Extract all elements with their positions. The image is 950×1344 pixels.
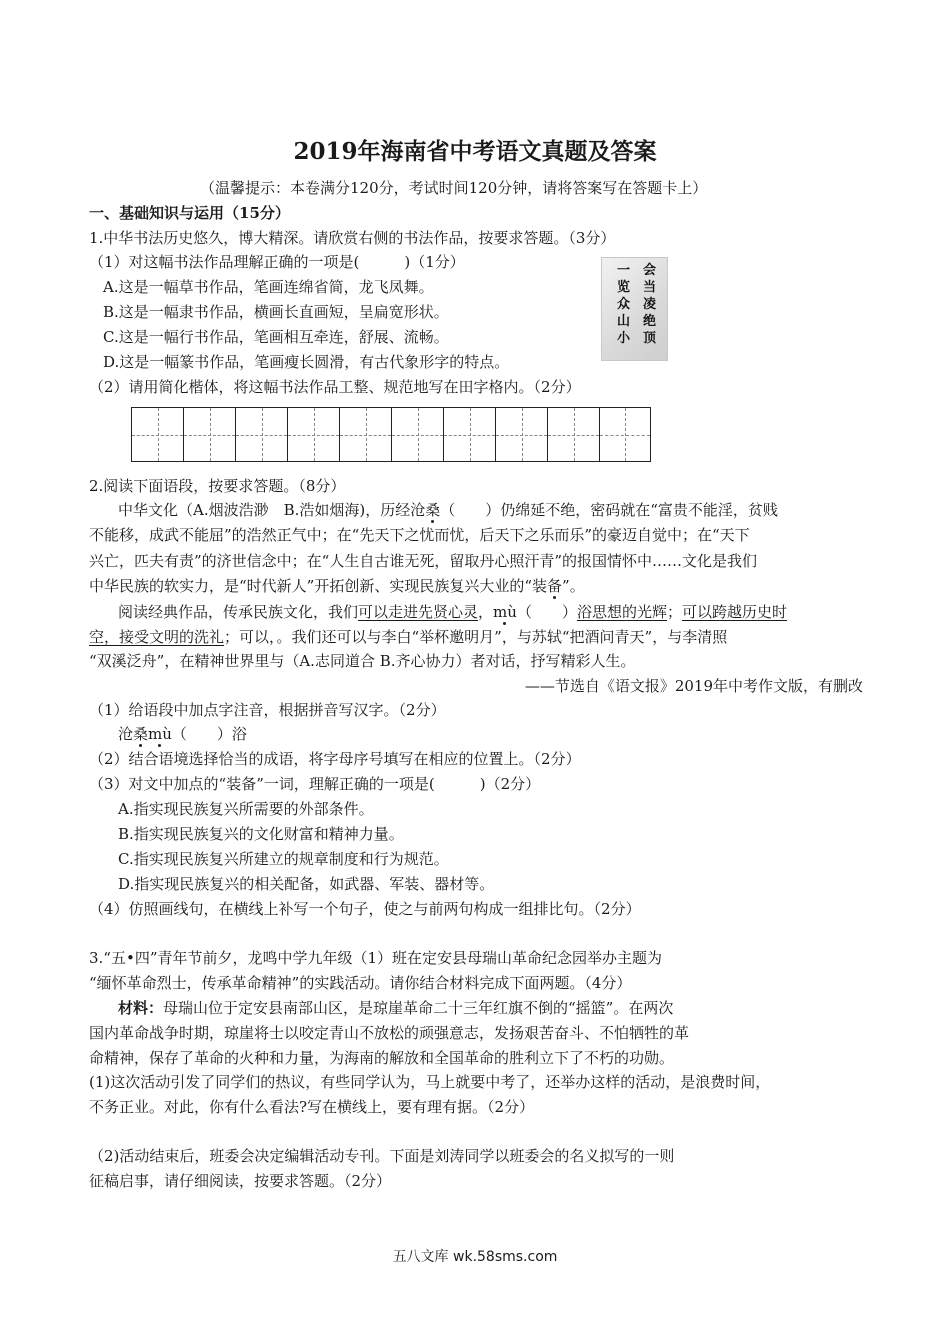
text-run: 阅读经典作品，传承民族文化，我们: [118, 603, 359, 621]
text-run: 中华文化（A.烟波浩渺 B.浩如烟海)，历经沧: [118, 501, 426, 519]
q2-paragraph2-line3: “双溪泛舟”，在精神世界里与（A.志同道合 B.齐心协力）者对话，抒写精彩人生。: [89, 652, 636, 670]
q2-paragraph1-line3: 兴亡，匹夫有责”的济世信念中；在“人生自古谁无死，留取丹心照汗青”的报国情怀中……文化是我们: [89, 552, 758, 570]
underlined-phrase: 可以跨越历史时: [681, 603, 787, 621]
dotted-char: 备: [547, 577, 563, 595]
page-title: 2019年海南省中考语文真题及答案: [293, 138, 657, 165]
calligraphy-right-column: 会当凌绝顶: [642, 263, 656, 346]
section-heading: 一、基础知识与运用（15分）: [89, 204, 290, 222]
q3-sub1-line2: 不务正业。对此，你有什么看法?写在横线上，要有理有据。（2分）: [89, 1098, 535, 1116]
dotted-char: 桑: [425, 501, 441, 519]
grid-cell[interactable]: [287, 407, 339, 462]
text-run: 母瑞山位于定安县南部山区，是琼崖革命二十三年红旗不倒的“摇篮”。在两次: [163, 999, 674, 1017]
grid-cell[interactable]: [131, 407, 183, 462]
underlined-phrase: 可以走进先贤心灵: [358, 603, 479, 621]
q3-sub2-line2: 征稿启事，请仔细阅读，按要求答题。（2分）: [89, 1172, 392, 1190]
text-run: （ ）仍绵延不绝，密码就在“富贵不能淫，贫贱: [440, 501, 778, 519]
q2-source: ——节选自《语文报》2019年中考作文版，有删改: [524, 677, 863, 695]
footer-watermark: 五八文库 wk.58sms.com: [392, 1249, 558, 1265]
dotted-char: 桑: [133, 725, 149, 743]
q2-sub1-answer-line: [118, 724, 247, 744]
q2-option-c: C.指实现民族复兴所建立的规章制度和行为规范。: [118, 850, 449, 868]
grid-cell[interactable]: [495, 407, 547, 462]
grid-cell[interactable]: [599, 407, 651, 462]
answer-blank[interactable]: （ ）浴: [171, 725, 247, 743]
text-run: 中华民族的软实力，是“时代新人”开拓创新、实现民族复兴大业的“装: [89, 577, 548, 595]
q3-material-line1: [118, 998, 673, 1018]
q3-sub1-line1: (1)这次活动引发了同学们的热议，有些同学认为，马上就要中考了，还举办这样的活动，是浪费时间，: [89, 1073, 771, 1091]
q3-stem-line1: 3.“五•四”青年节前夕，龙鸣中学九年级（1）班在定安县母瑞山革命纪念园举办主题为: [89, 949, 663, 967]
q1-option-a: A.这是一幅草书作品，笔画连绵省简，龙飞凤舞。: [103, 278, 434, 296]
grid-cell[interactable]: [339, 407, 391, 462]
material-label: 材料：: [118, 999, 164, 1017]
q2-paragraph2-line2: [89, 627, 727, 647]
text-run: ”。: [562, 577, 585, 595]
dotted-pinyin: mù: [148, 725, 172, 743]
q2-paragraph1-line4: [89, 576, 585, 596]
dotted-pinyin: mù: [493, 603, 517, 621]
q2-sub1: （1）给语段中加点字注音，根据拼音写汉字。（2分）: [89, 701, 446, 719]
q2-sub4: （4）仿照画线句，在横线上补写一个句子，使之与前两句构成一组排比句。（2分）: [89, 900, 641, 918]
q2-paragraph1-line2: 不能移，成武不能屈”的浩然正气中；在“先天下之忧而忧，后天下之乐而乐”的豪迈自觉中；在“天下: [89, 526, 750, 544]
answer-blank[interactable]: （ ）: [516, 603, 577, 621]
q1-sub1: （1）对这幅书法作品理解正确的一项是( )（1分）: [89, 253, 465, 271]
q2-sub2: （2）结合语境选择恰当的成语，将字母序号填写在相应的位置上。（2分）: [89, 750, 581, 768]
q1-option-b: B.这是一幅隶书作品，横画长直画短，呈扁宽形状。: [103, 303, 449, 321]
text-run: ，: [478, 603, 494, 621]
q2-option-d: D.指实现民族复兴的相关配备，如武器、军装、器材等。: [118, 875, 495, 893]
q1-option-d: D.这是一幅篆书作品，笔画瘦长圆滑，有古代象形字的特点。: [103, 353, 510, 371]
grid-cell[interactable]: [235, 407, 287, 462]
q3-sub2-line1: （2)活动结束后，班委会决定编辑活动专刊。下面是刘涛同学以班委会的名义拟写的一则: [89, 1147, 675, 1165]
q3-material-line3: 命精神，保存了革命的火种和力量，为海南的解放和全国革命的胜利立下了不朽的功勋。: [89, 1049, 675, 1067]
text-run: 沧: [118, 725, 134, 743]
grid-cell[interactable]: [183, 407, 235, 462]
q1-option-c: C.这是一幅行书作品，笔画相互牵连，舒展、流畅。: [103, 328, 449, 346]
underlined-phrase: 浴思想的光辉: [576, 603, 667, 621]
q2-stem: 2.阅读下面语段，按要求答题。（8分）: [89, 477, 346, 495]
grid-cell[interactable]: [391, 407, 443, 462]
underlined-phrase: 空，接受文明的洗礼: [89, 628, 225, 646]
q2-sub3: （3）对文中加点的“装备”一词，理解正确的一项是( )（2分）: [89, 775, 541, 793]
q1-sub2: （2）请用简化楷体，将这幅书法作品工整、规范地写在田字格内。（2分）: [89, 378, 581, 396]
q3-stem-line2: “缅怀革命烈士，传承革命精神”的实践活动。请你结合材料完成下面两题。（4分）: [89, 974, 632, 992]
text-run: ；: [666, 603, 682, 621]
q2-paragraph1-line1: [118, 500, 778, 520]
q2-paragraph2-line1: [118, 602, 787, 622]
q1-stem: 1.中华书法历史悠久，博大精深。请欣赏右侧的书法作品，按要求答题。（3分）: [89, 229, 616, 247]
calligraphy-image: [601, 257, 668, 361]
tianzige-grid: [131, 407, 651, 462]
q2-option-b: B.指实现民族复兴的文化财富和精神力量。: [118, 825, 404, 843]
exam-notice: （温馨提示：本卷满分120分，考试时间120分钟，请将答案写在答题卡上）: [200, 179, 708, 197]
text-run: ；可以，。我们还可以与李白“举杯邀明月”，与苏轼“把酒问青天”，与李清照: [224, 628, 728, 646]
q3-material-line2: 国内革命战争时期，琼崖将士以咬定青山不放松的顽强意志，发扬艰苦奋斗、不怕牺牲的革: [89, 1024, 690, 1042]
q2-option-a: A.指实现民族复兴所需要的外部条件。: [118, 800, 374, 818]
calligraphy-left-column: 一览众山小: [616, 263, 630, 346]
grid-cell[interactable]: [443, 407, 495, 462]
grid-cell[interactable]: [547, 407, 599, 462]
